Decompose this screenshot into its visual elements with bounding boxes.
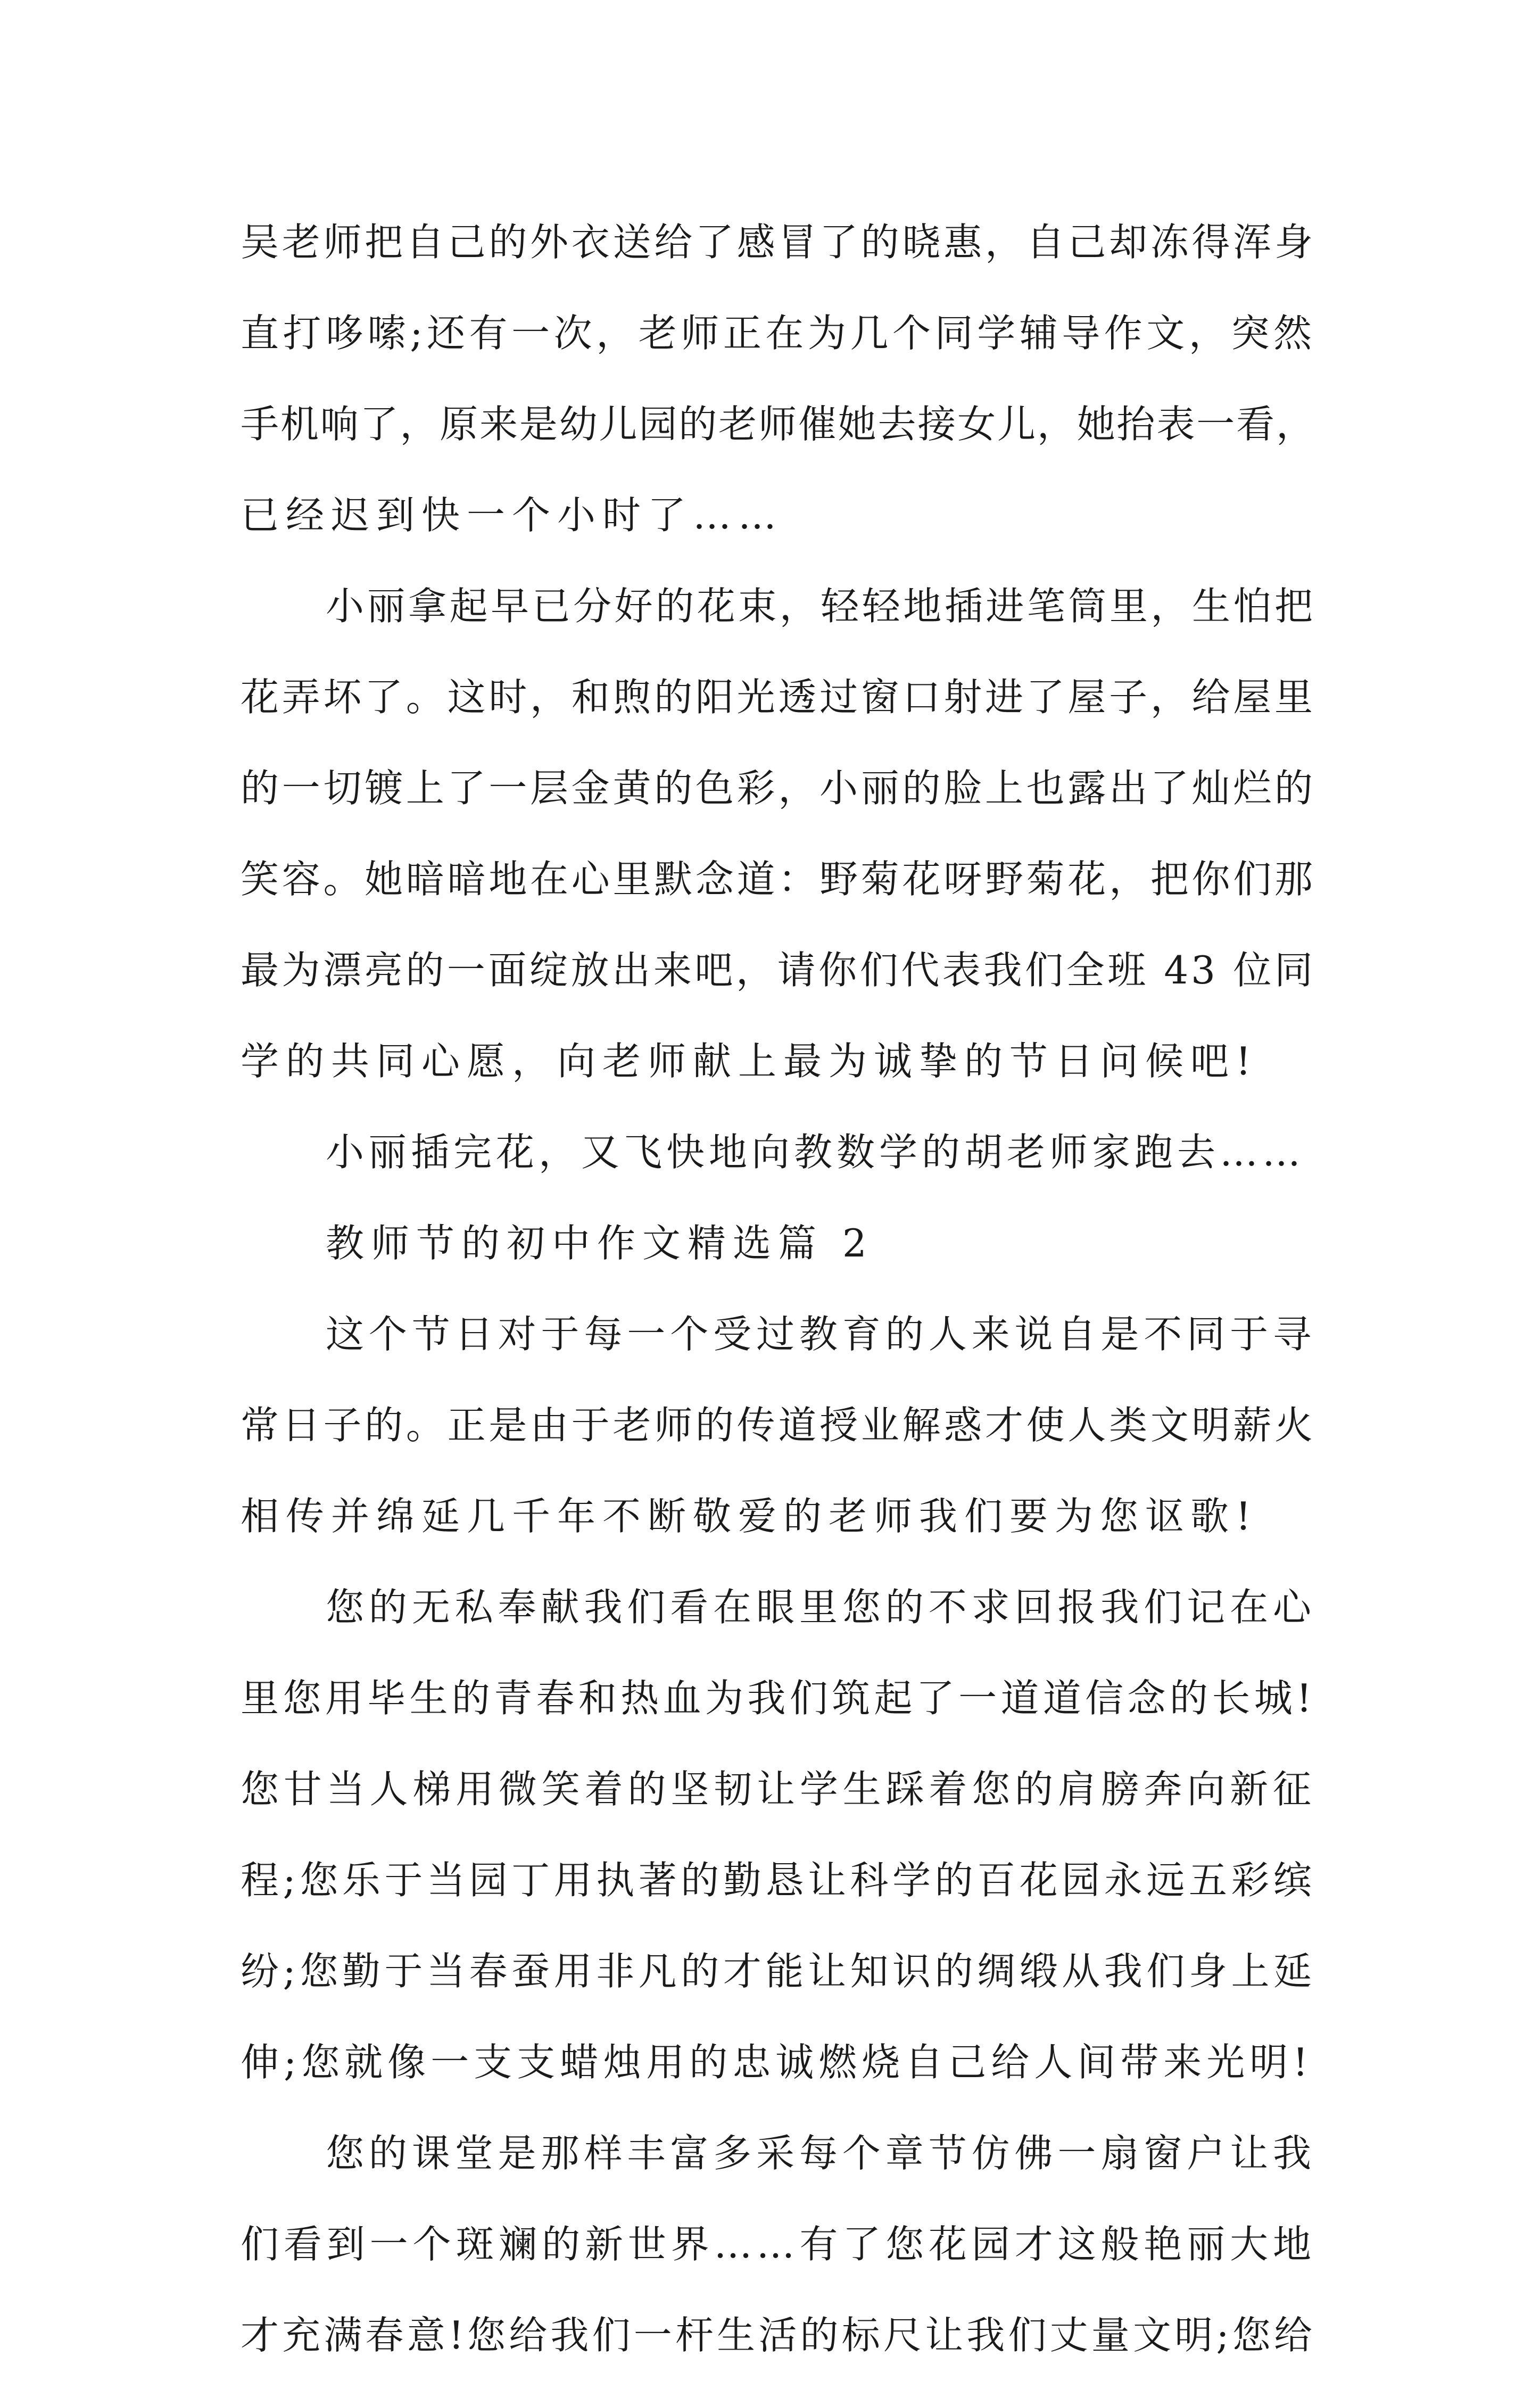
section-heading: 教师节的初中作文精选篇 2 [326,1221,874,1266]
paragraph-first-line: 您的无私奉献我们看在眼里您的不求回报我们记在心 [326,1585,1315,1630]
text-line: 花弄坏了。这时，和煦的阳光透过窗口射进了屋子，给屋里 [241,675,1315,720]
paragraph-first-line: 这个节日对于每一个受过教育的人来说自是不同于寻 [326,1312,1315,1357]
document-body [241,197,1315,2381]
text-line: 常日子的。正是由于老师的传道授业解惑才使人类文明薪火 [241,1403,1315,1448]
text-line: 相传并绵延几千年不断敬爱的老师我们要为您讴歌! [241,1494,1258,1539]
text-line: 纷;您勤于当春蚕用非凡的才能让知识的绸缎从我们身上延 [241,1949,1315,1994]
text-line: 您甘当人梯用微笑着的坚韧让学生踩着您的肩膀奔向新征 [241,1767,1315,1812]
text-line: 们看到一个斑斓的新世界……有了您花园才这般艳丽大地 [241,2222,1315,2267]
paragraph-first-line: 小丽拿起早已分好的花束，轻轻地插进笔筒里，生怕把 [326,584,1315,629]
text-line: 直打哆嗦;还有一次，老师正在为几个同学辅导作文，突然 [241,311,1315,356]
text-line: 已经迟到快一个小时了…… [241,493,784,538]
text-line: 最为漂亮的一面绽放出来吧，请你们代表我们全班 43 位同 [241,948,1315,993]
text-line: 手机响了，原来是幼儿园的老师催她去接女儿，她抬表一看， [241,402,1315,447]
text-line: 伸;您就像一支支蜡烛用的忠诚燃烧自己给人间带来光明! [241,2040,1313,2085]
text-line: 的一切镀上了一层金黄的色彩，小丽的脸上也露出了灿烂的 [241,766,1315,811]
text-line: 学的共同心愿，向老师献上最为诚挚的节日问候吧! [241,1039,1258,1084]
text-line: 笑容。她暗暗地在心里默念道：野菊花呀野菊花，把你们那 [241,857,1315,902]
paragraph-first-line: 您的课堂是那样丰富多采每个章节仿佛一扇窗户让我 [326,2131,1315,2176]
text-line: 才充满春意!您给我们一杆生活的标尺让我们丈量文明;您给 [241,2313,1315,2358]
text-line: 吴老师把自己的外衣送给了感冒了的晓惠，自己却冻得浑身 [241,220,1315,264]
paragraph-first-line: 小丽插完花，又飞快地向教数学的胡老师家跑去…… [326,1130,1305,1175]
text-line: 里您用毕生的青春和热血为我们筑起了一道道信念的长城! [241,1676,1315,1721]
text-line: 程;您乐于当园丁用执著的勤恳让科学的百花园永远五彩缤 [241,1858,1315,1903]
